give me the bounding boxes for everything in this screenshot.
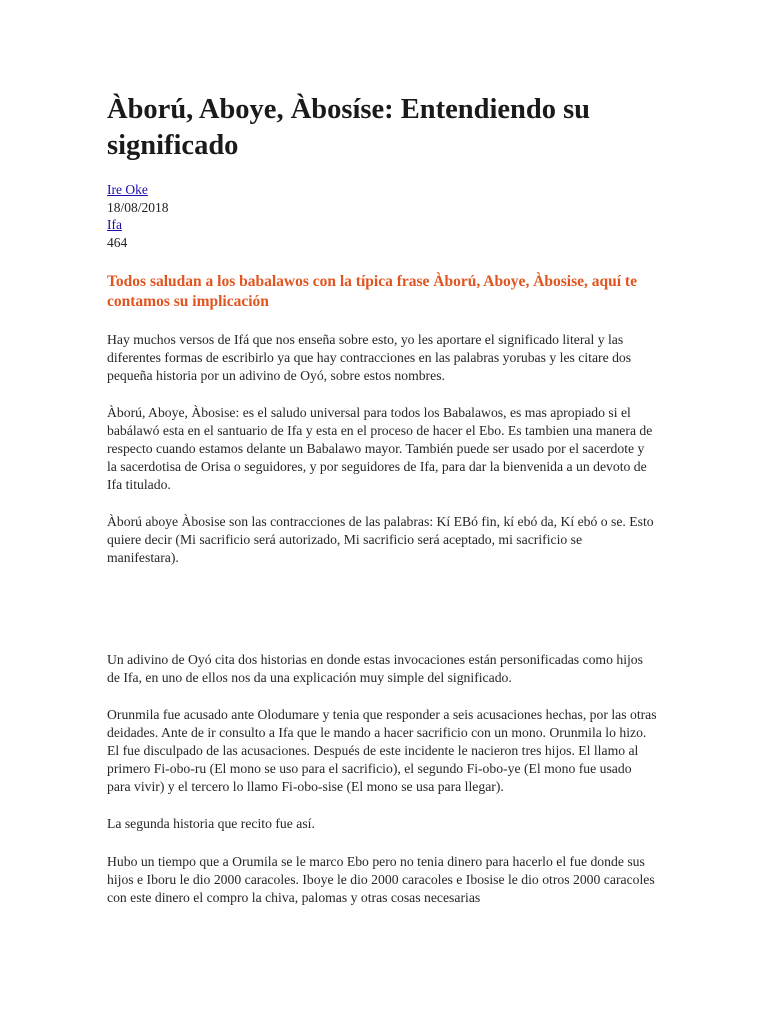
article-title: Àború, Aboye, Àbosíse: Entendiendo su significado (107, 94, 591, 161)
view-count: 464 (107, 234, 128, 250)
paragraph-3: Àború aboye Àbosise son las contracciones de las palabras: Kí EBó fin, kí ebó da, Kí ebó o se. Esto quiere decir (Mi sacrificio será autorizado, Mi sacrificio será aceptado, mi sacrificio se manifestara). (107, 514, 654, 565)
publish-date: 18/08/2018 (107, 199, 169, 215)
spacer (107, 567, 667, 631)
article-subtitle: Todos saludan a los babalawos con la típica frase Àború, Aboye, Àbosise, aquí te contamos su implicación (107, 273, 637, 310)
paragraph-1: Hay muchos versos de Ifá que nos enseña sobre esto, yo les aportare el significado literal y las diferentes formas de escribirlo ya que hay contracciones en las palabras yorubas y les citare dos pequeña historia por un adivino de Oyó, sobre estos nombres. (107, 332, 632, 383)
paragraph-4: Un adivino de Oyó cita dos historias en donde estas invocaciones están personificadas como hijos de Ifa, en uno de ellos nos da una explicación muy simple del significado. (107, 651, 643, 685)
article-meta (107, 181, 667, 251)
article (107, 0, 667, 907)
paragraph-7: Hubo un tiempo que a Orumila se le marco Ebo pero no tenia dinero para hacerlo el fue donde sus hijos e Iboru le dio 2000 caracoles. Iboye le dio 2000 caracoles e Ibosise le dio otros 2000 caracoles con este dinero el compro la chiva, palomas y otras cosas necesarias (107, 854, 655, 905)
paragraph-6: La segunda historia que recito fue así. (107, 816, 315, 832)
author-link[interactable]: Ire Oke (107, 182, 148, 197)
paragraph-5: Orunmila fue acusado ante Olodumare y tenia que responder a seis acusaciones hechas, por las otras deidades. Ante de ir consulto a Ifa que le mando a hacer sacrificio con un mono. Orunmila lo hizo. El fue disculpado de las acusaciones. Después de este incidente le nacieron tres hijos. El llamo al primero Fi-obo-ru (El mono se uso para el sacrificio), el segundo Fi-obo-ye (El mono fue usado para vivir) y el tercero lo llamo Fi-obo-sise (El mono se usa para llegar). (107, 707, 657, 794)
category-link[interactable]: Ifa (107, 217, 122, 232)
paragraph-2: Àború, Aboye, Àbosise: es el saludo universal para todos los Babalawos, es mas apropiado si el babálawó esta en el santuario de Ifa y esta en el proceso de hacer el Ebo. Es tambien una manera de respecto cuando estamos delante un Babalawo mayor. También puede ser usado por el sacerdote y la sacerdotisa de Orisa o seguidores, y por seguidores de Ifa, para dar la bienvenida a un devoto de Ifa titulado. (107, 405, 653, 492)
